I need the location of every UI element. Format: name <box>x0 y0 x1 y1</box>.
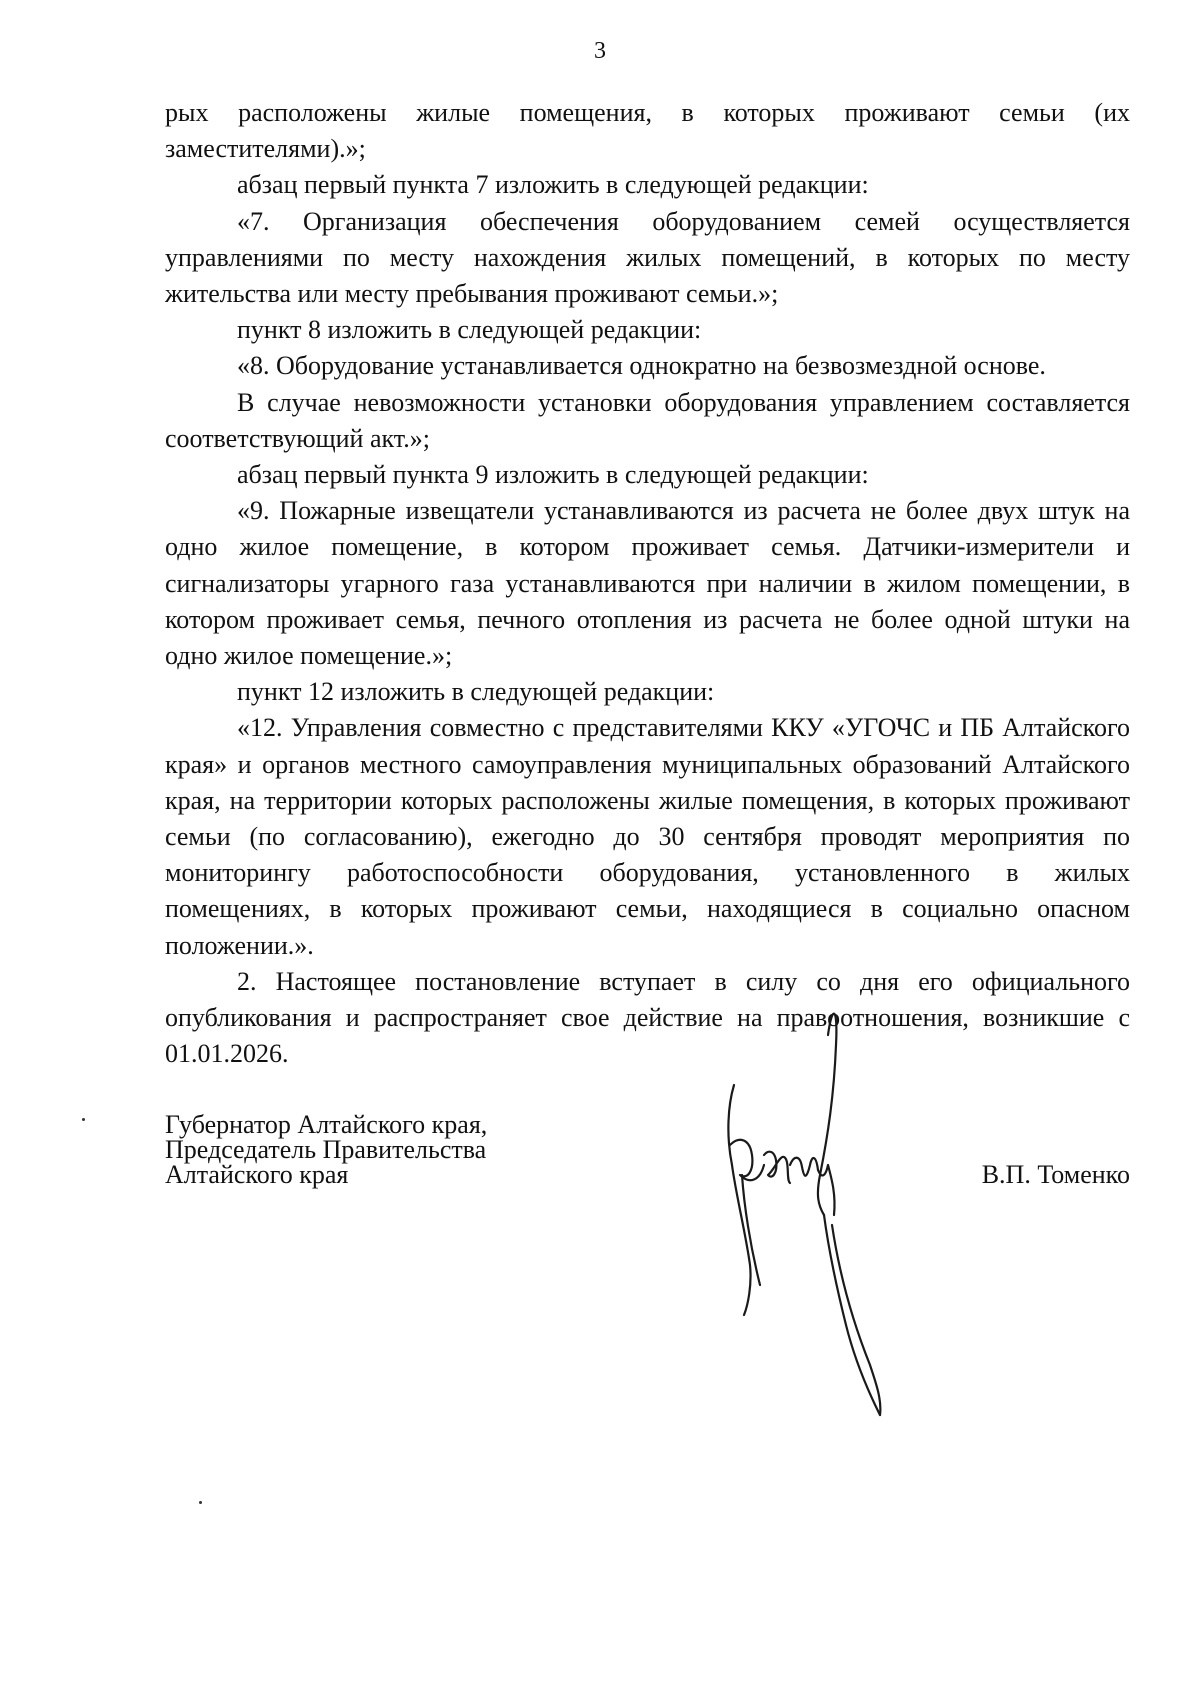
signatory-title-line: Председатель Правительства <box>165 1135 487 1164</box>
paragraph-item-7-intro: абзац первый пункта 7 изложить в следующей редакции: <box>237 170 869 200</box>
scan-speck <box>199 1501 202 1504</box>
page-number: 3 <box>594 38 606 64</box>
paragraph-item-8-act: В случае невозможности установки оборудования управлением составляется соответствующий акт.»; <box>165 387 1130 453</box>
paragraph-item-8-text: «8. Оборудование устанавливается однократно на безвозмездной основе. <box>237 351 1046 381</box>
signatory-title <box>165 1112 487 1187</box>
paragraph-item-12-text: «12. Управления совместно с представителями ККУ «УГОЧС и ПБ Алтайского края» и органов местного самоуправления муниципальных образований Алтайского края, на территории которых расположены жилые помещения, в которых проживают семьи (по согласованию), ежегодно до 30 сентября проводят мероприятия по мониторингу работоспособности оборудования, установленного в жилых помещениях, в которых проживают семьи, находящиеся в социально опасном положении.». <box>165 713 1130 960</box>
signatory-name: В.П. Томенко <box>981 1160 1130 1189</box>
paragraph-effective-date: 2. Настоящее постановление вступает в силу со дня его официального опубликования и распространяет свое действие на правоотношения, возникшие с 01.01.2026. <box>165 966 1130 1069</box>
document-body <box>165 95 1130 1072</box>
paragraph-item-9-intro: абзац первый пункта 9 изложить в следующей редакции: <box>237 460 869 490</box>
paragraph-item-12-intro: пункт 12 изложить в следующей редакции: <box>237 677 715 707</box>
handwritten-signature <box>720 1005 920 1425</box>
paragraph-continuation: рых расположены жилые помещения, в которых проживают семьи (их заместителями).»; <box>165 98 1130 164</box>
signatory-title-line: Алтайского края <box>165 1160 349 1189</box>
paragraph-item-9-text: «9. Пожарные извещатели устанавливаются из расчета не более двух штук на одно жилое помещение, в котором проживает семья. Датчики-измерители и сигнализаторы угарного газа устанавливаются при наличии в жилом помещении, в котором проживает семья, печного отопления из расчета не более одной штуки на одно жилое помещение.»; <box>165 496 1130 671</box>
paragraph-item-7-text: «7. Организация обеспечения оборудованием семей осуществляется управлениями по месту нахождения жилых помещений, в которых по месту жительства или месту пребывания проживают семьи.»; <box>165 206 1130 309</box>
signatory-title-line: Губернатор Алтайского края, <box>165 1110 488 1139</box>
scan-speck <box>82 1118 85 1121</box>
paragraph-item-8-intro: пункт 8 изложить в следующей редакции: <box>237 315 702 345</box>
